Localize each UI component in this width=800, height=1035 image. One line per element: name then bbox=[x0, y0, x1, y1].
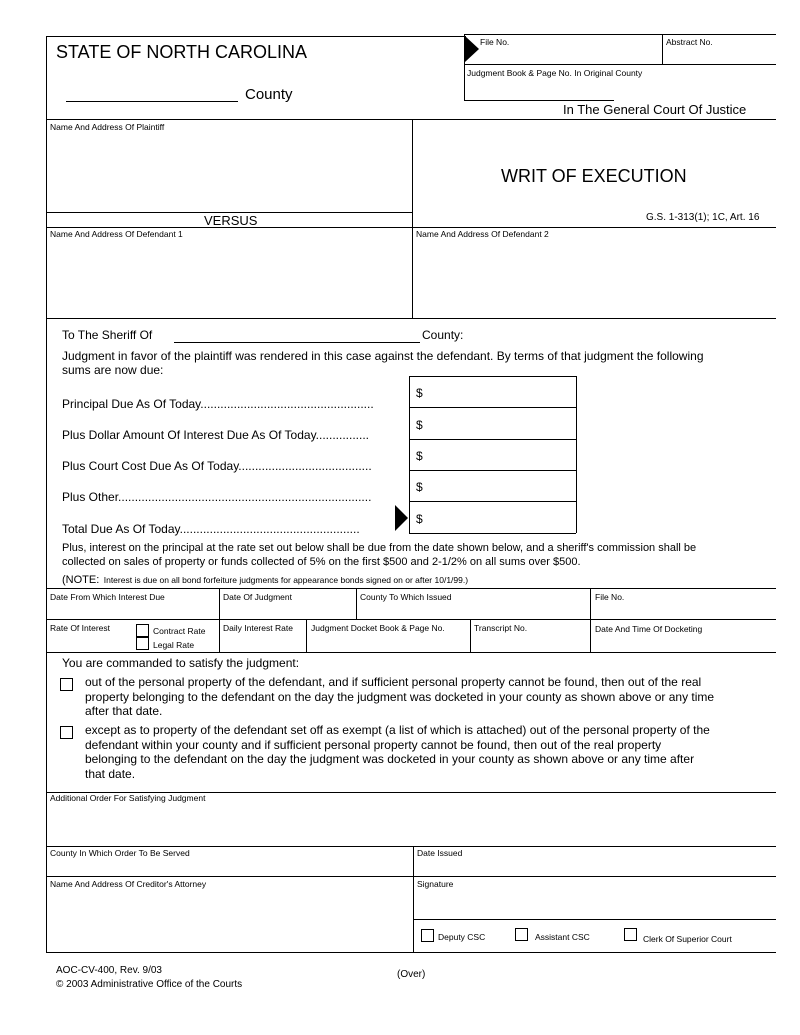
court-cost-amount[interactable]: $ bbox=[416, 449, 423, 463]
interest-label: Plus Dollar Amount Of Interest Due As Of Today................ bbox=[62, 428, 370, 442]
additional-order-label: Additional Order For Satisfying Judgment bbox=[50, 793, 206, 803]
legal-rate-label: Legal Rate bbox=[153, 640, 195, 650]
contract-rate-label: Contract Rate bbox=[153, 626, 206, 636]
court-cost-label: Plus Court Cost Due As Of Today........................................ bbox=[62, 459, 372, 473]
deputy-csc-label: Deputy CSC bbox=[438, 932, 486, 942]
other-label: Plus Other............................................................................ bbox=[62, 490, 372, 504]
legal-rate-checkbox[interactable] bbox=[136, 637, 149, 650]
plaintiff-label: Name And Address Of Plaintiff bbox=[50, 122, 165, 132]
sheriff-county-label: County: bbox=[422, 328, 464, 342]
date-time-docketing-label: Date And Time Of Docketing bbox=[595, 624, 703, 634]
contract-rate-checkbox[interactable] bbox=[136, 624, 149, 637]
interest-amount[interactable]: $ bbox=[416, 418, 423, 432]
other-amount[interactable]: $ bbox=[416, 480, 423, 494]
form-title: WRIT OF EXECUTION bbox=[501, 166, 687, 186]
judgment-book-label: Judgment Book & Page No. In Original County bbox=[467, 68, 643, 78]
signature-label: Signature bbox=[417, 879, 454, 889]
note-text: Interest is due on all bond forfeiture judgments for appearance bonds signed on or after 10/1/99.) bbox=[103, 575, 469, 585]
deputy-csc-checkbox[interactable] bbox=[421, 929, 434, 942]
clerk-checkbox[interactable] bbox=[624, 928, 637, 941]
option2-line2: defendant within your county and if sufficient personal property cannot be found, then out of the real property bbox=[85, 737, 662, 752]
interest-note-1: Plus, interest on the principal at the rate set out below shall be due from the date shown below, and a sheriff's commission shall be bbox=[62, 542, 697, 554]
grid-file-no-label: File No. bbox=[595, 592, 625, 602]
total-label: Total Due As Of Today...................................................... bbox=[62, 522, 360, 536]
file-no-arrow-icon bbox=[465, 36, 479, 62]
county-served-label: County In Which Order To Be Served bbox=[50, 848, 190, 858]
state-title: STATE OF NORTH CAROLINA bbox=[56, 42, 308, 62]
judgment-intro-2: sums are now due: bbox=[62, 363, 164, 377]
statute-ref: G.S. 1-313(1); 1C, Art. 16 bbox=[646, 212, 760, 223]
option2-checkbox[interactable] bbox=[60, 726, 73, 739]
option2-line3: belonging to the defendant on the day the judgment was docketed in your county as shown above or any time after bbox=[85, 752, 695, 766]
copyright: © 2003 Administrative Office of the Courts bbox=[56, 979, 243, 990]
judgment-docket-label: Judgment Docket Book & Page No. bbox=[311, 623, 445, 633]
clerk-label: Clerk Of Superior Court bbox=[643, 934, 732, 944]
abstract-no-label: Abstract No. bbox=[666, 37, 713, 47]
total-amount[interactable]: $ bbox=[416, 512, 423, 526]
interest-note-2: collected on sales of property or funds collected of 5% on the first $500 and 2-1/2% on all sums over $500. bbox=[62, 556, 581, 568]
creditor-attorney-label: Name And Address Of Creditor's Attorney bbox=[50, 879, 207, 889]
daily-interest-label: Daily Interest Rate bbox=[223, 623, 293, 633]
transcript-no-label: Transcript No. bbox=[474, 623, 528, 633]
county-label: County bbox=[245, 86, 293, 103]
form-number: AOC-CV-400, Rev. 9/03 bbox=[56, 965, 162, 976]
versus-label: VERSUS bbox=[204, 213, 258, 228]
option2-line1: except as to property of the defendant set off as exempt (a list of which is attached) out of the personal property of the bbox=[85, 723, 710, 737]
over-label: (Over) bbox=[397, 969, 426, 980]
date-issued-label: Date Issued bbox=[417, 848, 463, 858]
note-label: (NOTE: bbox=[62, 574, 100, 586]
date-interest-due-label: Date From Which Interest Due bbox=[50, 592, 165, 602]
judgment-intro-1: Judgment in favor of the plaintiff was rendered in this case against the defendant. By terms of that judgment the following bbox=[62, 349, 704, 363]
option2-line4: that date. bbox=[85, 766, 136, 781]
date-of-judgment-label: Date Of Judgment bbox=[223, 592, 292, 602]
option1-line2: property belonging to the defendant on the day the judgment was docketed in your county as shown above or any time bbox=[85, 689, 715, 704]
option1-line1: out of the personal property of the defendant, and if sufficient personal property cannot be found, then out of the real bbox=[85, 675, 702, 689]
principal-amount[interactable]: $ bbox=[416, 386, 423, 400]
court-name: In The General Court Of Justice bbox=[563, 102, 747, 117]
defendant1-label: Name And Address Of Defendant 1 bbox=[50, 229, 183, 239]
option1-checkbox[interactable] bbox=[60, 678, 73, 691]
total-arrow-icon bbox=[395, 505, 408, 531]
assistant-csc-checkbox[interactable] bbox=[515, 928, 528, 941]
assistant-csc-label: Assistant CSC bbox=[535, 932, 590, 942]
principal-label: Principal Due As Of Today.................................................... bbox=[62, 397, 374, 411]
defendant2-label: Name And Address Of Defendant 2 bbox=[416, 229, 549, 239]
file-no-label: File No. bbox=[480, 37, 510, 47]
rate-of-interest-label: Rate Of Interest bbox=[50, 623, 110, 633]
sheriff-to-label: To The Sheriff Of bbox=[62, 328, 153, 342]
command-heading: You are commanded to satisfy the judgment: bbox=[62, 656, 300, 670]
county-issued-label: County To Which Issued bbox=[360, 592, 452, 602]
option1-line3: after that date. bbox=[85, 704, 163, 718]
